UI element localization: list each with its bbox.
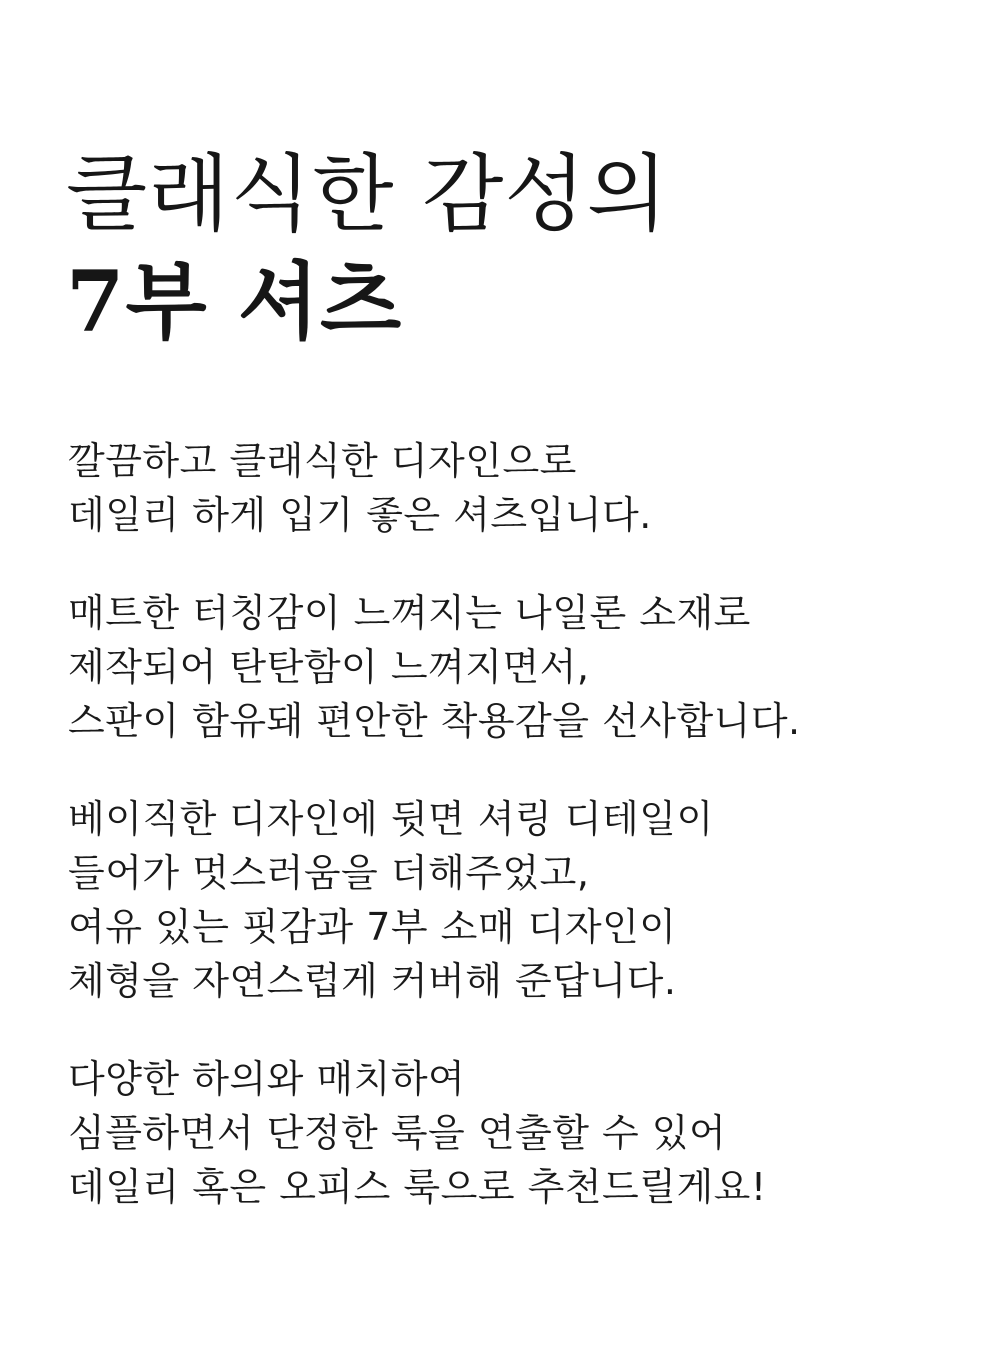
text-line: 베이직한 디자인에 뒷면 셔링 디테일이 (68, 797, 714, 841)
text-line: 심플하면서 단정한 룩을 연출할 수 있어 (68, 1111, 727, 1155)
headline (66, 140, 946, 356)
text-line: 깔끔하고 클래식한 디자인으로 (68, 439, 577, 483)
text-line: 매트한 터칭감이 느껴지는 나일론 소재로 (68, 591, 751, 635)
headline-line-2: 7부 셔츠 (66, 252, 403, 351)
text-line: 제작되어 탄탄함이 느껴지면서, (68, 645, 590, 689)
text-line: 다양한 하의와 매치하여 (68, 1057, 466, 1101)
paragraph-material (68, 586, 968, 748)
text-line: 들어가 멋스러움을 더해주었고, (68, 851, 590, 895)
paragraph-design (68, 792, 968, 1008)
paragraph-styling (68, 1052, 968, 1214)
text-line: 체형을 자연스럽게 커버해 준답니다. (68, 959, 677, 1003)
text-line: 여유 있는 핏감과 7부 소매 디자인이 (68, 905, 677, 949)
paragraph-intro (68, 434, 968, 542)
description-body (68, 434, 968, 1258)
text-line: 스판이 함유돼 편안한 착용감을 선사합니다. (68, 699, 801, 743)
text-line: 데일리 하게 입기 좋은 셔츠입니다. (68, 493, 652, 537)
text-line: 데일리 혹은 오피스 룩으로 추천드릴게요! (68, 1165, 767, 1209)
headline-line-1: 클래식한 감성의 (66, 145, 669, 243)
